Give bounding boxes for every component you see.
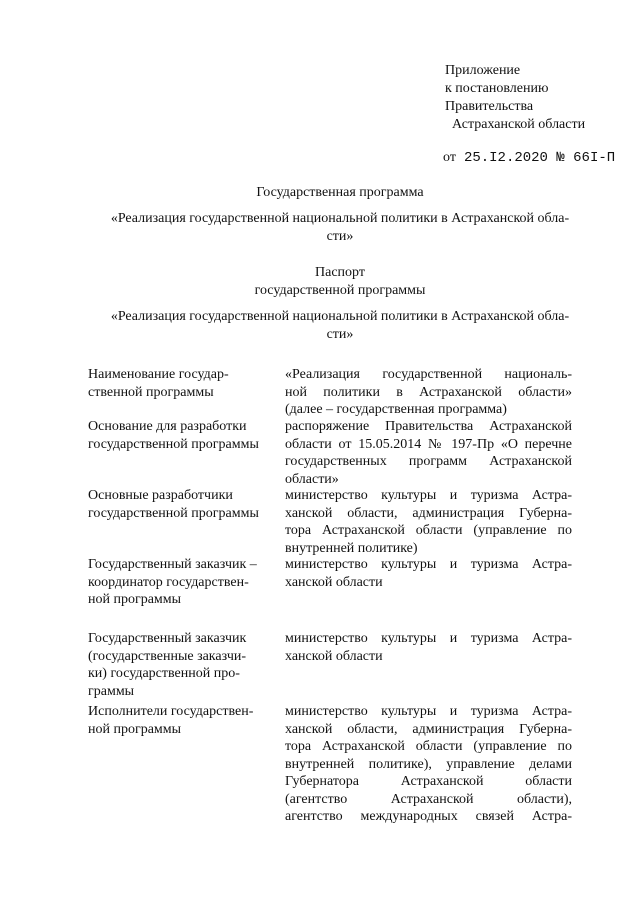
date-prefix: от xyxy=(443,150,456,165)
row-label-line: государственной программы xyxy=(88,436,259,452)
passport-name-line-2: сти» xyxy=(326,326,354,342)
program-name-line-2: сти» xyxy=(326,228,354,244)
program-title: Государственная программа xyxy=(256,185,424,200)
row-value-line: области от 15.05.2014 № 197-Пр «О перечне xyxy=(285,436,572,452)
row-value-line: ханской области xyxy=(285,574,383,590)
row-label xyxy=(88,487,278,522)
row-label-line: Исполнители государствен- xyxy=(88,704,254,719)
row-label-line: Наименование государ- xyxy=(88,367,229,382)
row-label-line: государственной программы xyxy=(88,505,259,521)
row-value-line: (далее – государственная программа) xyxy=(285,402,507,417)
row-value-line: министерство культуры и туризма Астра- xyxy=(285,488,572,503)
row-value-line: государственных программ Астраханской xyxy=(285,454,572,469)
row-value xyxy=(285,703,572,826)
row-label-line: ственной программы xyxy=(88,384,214,400)
row-value xyxy=(285,418,572,488)
program-name xyxy=(60,210,620,245)
row-label-line: Государственный заказчик – xyxy=(88,557,257,572)
decree-date-number: 25.I2.2020 № 66I-П xyxy=(463,150,616,166)
passport-name-line-1: «Реализация государственной национальной политики в Астраханской обла- xyxy=(110,309,570,324)
row-label-line: ной программы xyxy=(88,721,182,737)
program-name-line-1: «Реализация государственной национальной политики в Астраханской обла- xyxy=(110,211,570,226)
row-value-line: области» xyxy=(285,471,339,487)
passport-program-name xyxy=(60,308,620,343)
row-label-line: Государственный заказчик xyxy=(88,631,247,646)
row-label-line: (государственные заказчи- xyxy=(88,648,247,664)
row-label xyxy=(88,366,278,401)
row-label-line: ной программы xyxy=(88,592,182,607)
row-value-line: министерство культуры и туризма Астра- xyxy=(285,557,572,572)
row-value-line: ной политики в Астраханской области» xyxy=(285,384,572,400)
row-value-line: ханской области, администрация Губерна- xyxy=(285,721,572,737)
row-value-line: ханской области xyxy=(285,648,383,664)
row-value-line: «Реализация государственной националь- xyxy=(285,367,572,382)
appendix-line-3: Правительства xyxy=(445,99,534,114)
appendix-line-1: Приложение xyxy=(445,63,521,78)
row-value xyxy=(285,556,572,591)
row-value-line: тора Астраханской области (управление по xyxy=(285,739,572,754)
row-value-line: Губернатора Астраханской области xyxy=(285,774,572,789)
row-value-line: внутренней политике), управление делами xyxy=(285,756,572,772)
passport-title: Паспорт xyxy=(315,265,365,280)
row-label-line: Основание для разработки xyxy=(88,419,247,434)
row-value-line: министерство культуры и туризма Астра- xyxy=(285,704,572,719)
row-label xyxy=(88,703,278,738)
row-label-line: ки) государственной про- xyxy=(88,666,240,681)
row-value-line: министерство культуры и туризма Астра- xyxy=(285,631,572,646)
passport-subtitle: государственной программы xyxy=(254,283,426,298)
row-value-line: распоряжение Правительства Астраханской xyxy=(285,419,572,434)
row-label xyxy=(88,418,278,453)
row-label-line: Основные разработчики xyxy=(88,488,233,503)
row-value-line: ханской области, администрация Губерна- xyxy=(285,505,572,521)
row-value-line: агентство международных связей Астра- xyxy=(285,809,572,824)
row-label-line: граммы xyxy=(88,683,135,699)
row-label-line: координатор государствен- xyxy=(88,574,249,590)
row-value-line: (агентство Астраханской области), xyxy=(285,791,572,807)
appendix-line-2: к постановлению xyxy=(445,81,549,96)
decree-date-line xyxy=(443,149,615,168)
row-label xyxy=(88,556,278,609)
row-value xyxy=(285,630,572,665)
row-value xyxy=(285,487,572,557)
appendix-line-4: Астраханской области xyxy=(452,117,586,132)
row-value-line: внутренней политике) xyxy=(285,540,418,556)
row-value xyxy=(285,366,572,419)
appendix-block xyxy=(445,62,585,134)
row-label xyxy=(88,630,278,700)
row-value-line: тора Астраханской области (управление по xyxy=(285,523,572,538)
